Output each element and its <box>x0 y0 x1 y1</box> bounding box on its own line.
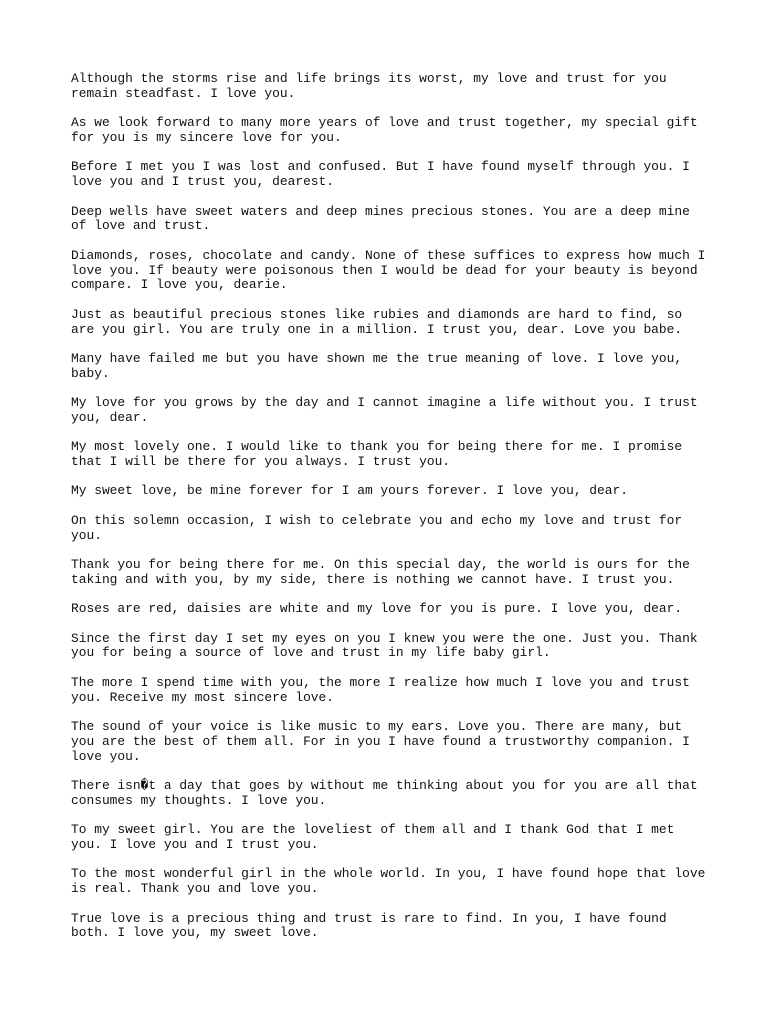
paragraph: Before I met you I was lost and confused. But I have found myself through you. I love you and I trust you, dearest. <box>71 159 690 190</box>
paragraph: My love for you grows by the day and I cannot imagine a life without you. I trust you, dear. <box>71 395 698 425</box>
paragraph: Thank you for being there for me. On this special day, the world is ours for the taking and with you, by my side, there is nothing we cannot have. I trust you. <box>71 557 690 587</box>
paragraph: Many have failed me but you have shown me the true meaning of love. I love you, baby. <box>71 350 683 381</box>
paragraph: There isn�t a day that goes by without me thinking about you for you are all that consumes my thoughts. I love you. <box>71 778 698 808</box>
paragraph: My sweet love, be mine forever for I am yours forever. I love you, dear. <box>71 483 628 499</box>
paragraph: The more I spend time with you, the more I realize how much I love you and trust you. Receive my most sincere love. <box>71 674 690 705</box>
paragraph: Roses are red, daisies are white and my love for you is pure. I love you, dear. <box>71 601 683 617</box>
paragraph: To my sweet girl. You are the loveliest of them all and I thank God that I met you. I love you and I trust you. <box>71 822 675 852</box>
paragraph: Although the storms rise and life brings its worst, my love and trust for you remain steadfast. I love you. <box>71 71 667 101</box>
paragraph: On this solemn occasion, I wish to celebrate you and echo my love and trust for you. <box>71 512 683 543</box>
paragraph: The sound of your voice is like music to my ears. Love you. There are many, but you are the best of them all. For in you I have found a trustworthy companion. I love you. <box>71 719 690 764</box>
paragraph: To the most wonderful girl in the whole world. In you, I have found hope that love is real. Thank you and love you. <box>71 866 706 897</box>
paragraph: Just as beautiful precious stones like rubies and diamonds are hard to find, so are you girl. You are truly one in a million. I trust you, dear. Love you babe. <box>71 306 683 337</box>
paragraph: Diamonds, roses, chocolate and candy. None of these suffices to express how much I love you. If beauty were poisonous then I would be dead for your beauty is beyond compare. I love you, dearie. <box>71 247 706 293</box>
paragraph: Since the first day I set my eyes on you I knew you were the one. Just you. Thank you for being a source of love and trust in my life baby girl. <box>71 630 698 661</box>
paragraph: Deep wells have sweet waters and deep mines precious stones. You are a deep mine of love and trust. <box>71 203 690 234</box>
document-body <box>71 72 711 956</box>
paragraph: My most lovely one. I would like to thank you for being there for me. I promise that I will be there for you always. I trust you. <box>71 439 683 470</box>
paragraph: True love is a precious thing and trust is rare to find. In you, I have found both. I love you, my sweet love. <box>71 910 667 941</box>
paragraph: As we look forward to many more years of love and trust together, my special gift for you is my sincere love for you. <box>71 115 698 145</box>
